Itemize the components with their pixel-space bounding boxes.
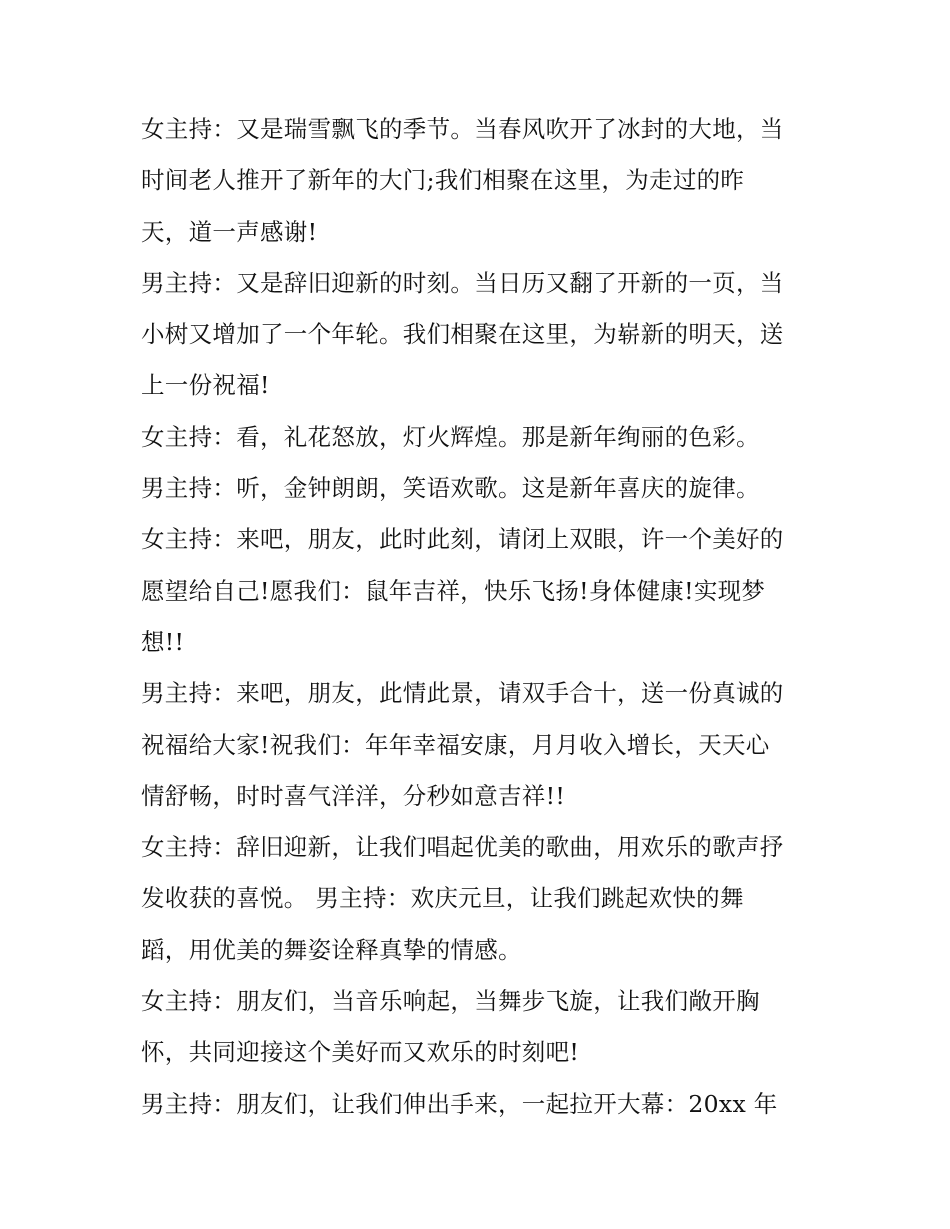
text-line: 时间老人推开了新年的大门;我们相聚在这里，为走过的昨 bbox=[141, 166, 745, 195]
text-line: 蹈，用优美的舞姿诠释真挚的情感。 bbox=[141, 935, 522, 964]
text-line: 发收获的喜悦。 男主持：欢庆元旦，让我们跳起欢快的舞 bbox=[141, 884, 744, 913]
text-line: 天，道一声感谢! bbox=[141, 217, 318, 246]
text-line: 女主持：辞旧迎新，让我们唱起优美的歌曲，用欢乐的歌声抒 bbox=[141, 833, 784, 862]
text-line: 情舒畅，时时喜气洋洋，分秒如意吉祥!! bbox=[141, 781, 566, 810]
text-line: 上一份祝福! bbox=[141, 371, 270, 400]
text-line: 男主持：听，金钟朗朗，笑语欢歌。这是新年喜庆的旋律。 bbox=[141, 474, 760, 503]
text-line: 愿望给自己!愿我们：鼠年吉祥，快乐飞扬!身体健康!实现梦 bbox=[141, 576, 766, 605]
text-line: 男主持：又是辞旧迎新的时刻。当日历又翻了开新的一页，当 bbox=[141, 268, 784, 297]
text-line: 男主持：来吧，朋友，此情此景，请双手合十，送一份真诚的 bbox=[141, 679, 784, 708]
text-line: 怀，共同迎接这个美好而又欢乐的时刻吧! bbox=[141, 1038, 580, 1067]
text-line: 祝福给大家!祝我们：年年幸福安康，月月收入增长，天天心 bbox=[141, 730, 770, 759]
document-body bbox=[141, 104, 821, 1130]
text-line: 想!! bbox=[141, 627, 185, 656]
text-line: 女主持：又是瑞雪飘飞的季节。当春风吹开了冰封的大地，当 bbox=[141, 115, 784, 143]
text-line: 小树又增加了一个年轮。我们相聚在这里，为崭新的明天，送 bbox=[141, 320, 784, 349]
text-line: 女主持：朋友们，当音乐响起，当舞步飞旋，让我们敞开胸 bbox=[141, 987, 760, 1016]
text-line: 女主持：看，礼花怒放，灯火辉煌。那是新年绚丽的色彩。 bbox=[141, 422, 760, 451]
text-line: 男主持：朋友们，让我们伸出手来，一起拉开大幕：20xx 年 bbox=[141, 1089, 778, 1118]
text-line: 女主持：来吧，朋友，此时此刻，请闭上双眼，许一个美好的 bbox=[141, 525, 784, 554]
